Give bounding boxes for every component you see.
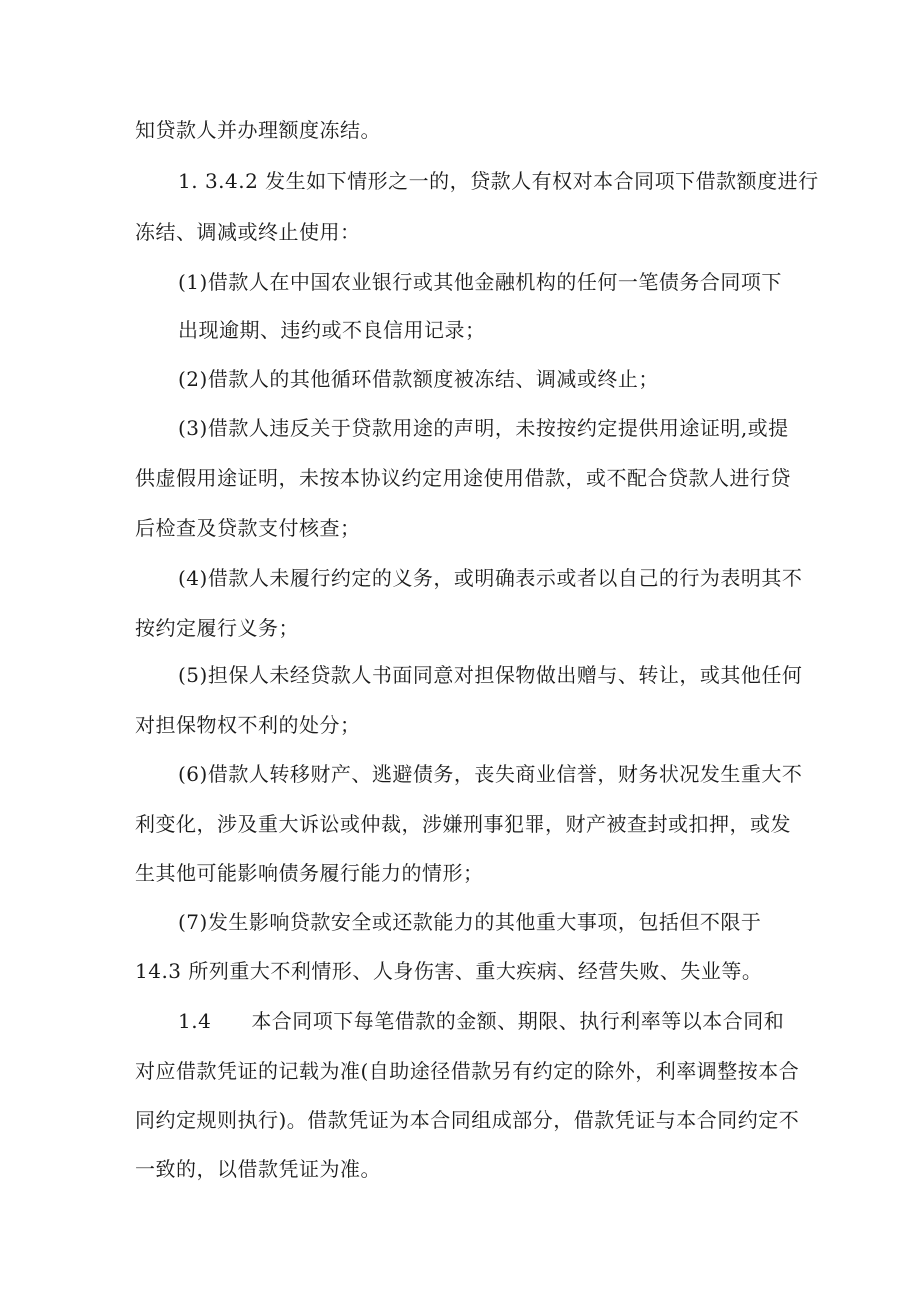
text-line: 按约定履行义务；	[135, 616, 299, 640]
clause-heading-3-4-2: 1. 3.4.2 发生如下情形之一的，贷款人有权对本合同项下借款额度进行	[178, 169, 819, 193]
text-line: 冻结、调减或终止使用：	[135, 220, 361, 244]
list-item-7: (7)发生影响贷款安全或还款能力的其他重大事项，包括但不限于	[178, 910, 762, 934]
list-item-4: (4)借款人未履行约定的义务，或明确表示或者以自己的行为表明其不	[178, 566, 803, 590]
text-line: 对应借款凭证的记载为准(自助途径借款另有约定的除外，利率调整按本合	[135, 1059, 800, 1083]
list-item-5: (5)担保人未经贷款人书面同意对担保物做出赠与、转让，或其他任何	[178, 663, 803, 687]
text-line: 一致的，以借款凭证为准。	[135, 1157, 381, 1181]
text-line: 对担保物权不利的处分；	[135, 713, 361, 737]
list-item-3: (3)借款人违反关于贷款用途的声明，未按按约定提供用途证明,或提	[178, 416, 789, 440]
list-item-6: (6)借款人转移财产、逃避债务，丧失商业信誉，财务状况发生重大不	[178, 762, 803, 786]
text-line: 利变化，涉及重大诉讼或仲裁，涉嫌刑事犯罪，财产被查封或扣押，或发	[135, 812, 791, 836]
text-line: 知贷款人并办理额度冻结。	[135, 118, 381, 142]
list-item-1: (1)借款人在中国农业银行或其他金融机构的任何一笔债务合同项下	[178, 270, 782, 294]
text-line: 14.3 所列重大不利情形、人身伤害、重大疾病、经营失败、失业等。	[135, 959, 763, 983]
clause-number: 1.4	[178, 1009, 212, 1033]
clause-1-4	[178, 1009, 784, 1033]
list-item-2: (2)借款人的其他循环借款额度被冻结、调减或终止；	[178, 367, 659, 391]
clause-text: 本合同项下每笔借款的金额、期限、执行利率等以本合同和	[251, 1009, 785, 1033]
text-line: 后检查及贷款支付核查；	[135, 516, 361, 540]
text-line: 生其他可能影响债务履行能力的情形；	[135, 861, 484, 885]
text-line: 供虚假用途证明，未按本协议约定用途使用借款，或不配合贷款人进行贷	[135, 466, 791, 490]
text-line: 出现逾期、违约或不良信用记录；	[178, 318, 486, 342]
text-line: 同约定规则执行)。借款凭证为本合同组成部分，借款凭证与本合同约定不	[135, 1108, 800, 1132]
